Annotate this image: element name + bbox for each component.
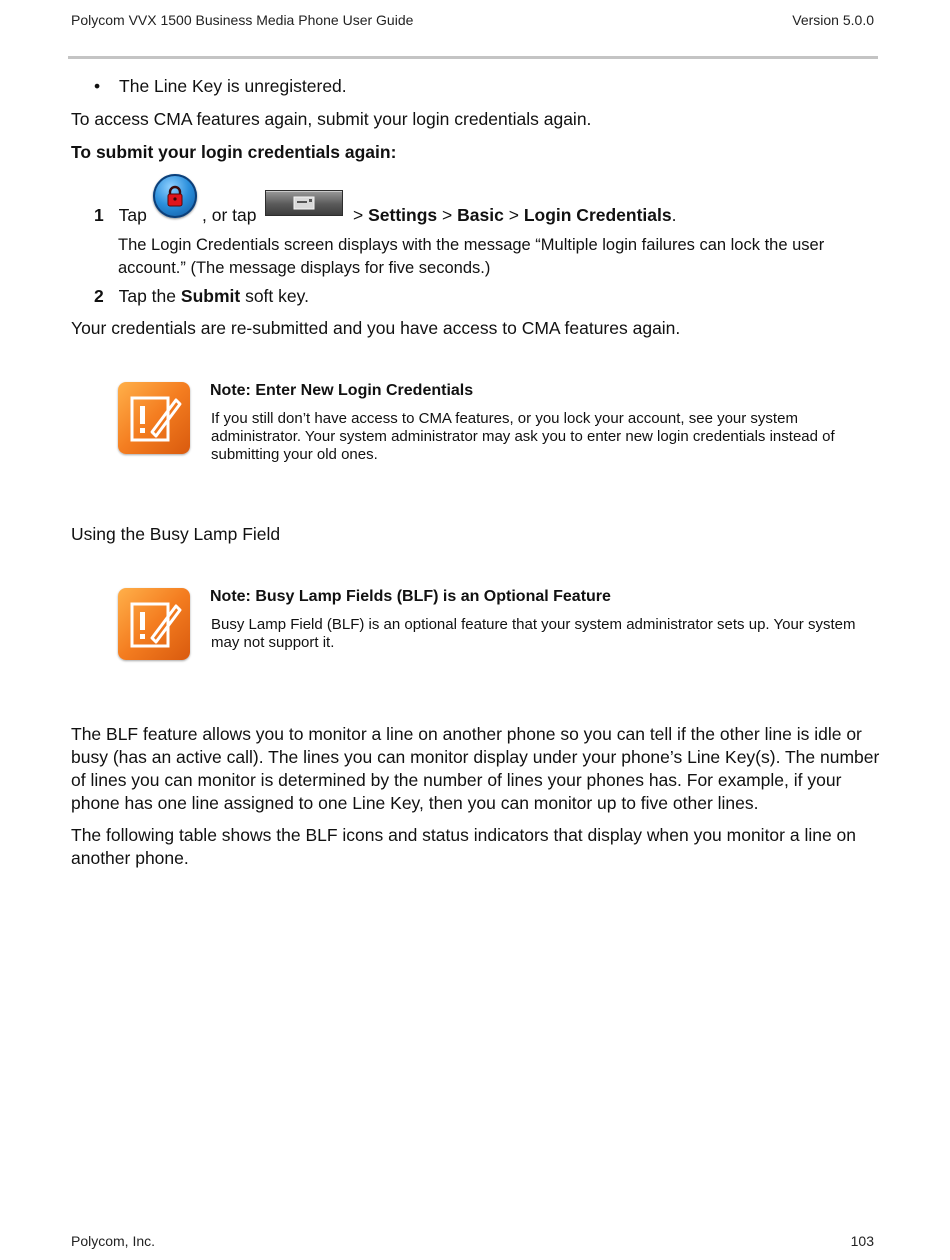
note-line: administrator. Your system administrator may ask you to enter new login credentials instead of xyxy=(211,428,835,445)
note-icon xyxy=(118,382,190,454)
step-2 xyxy=(94,285,309,308)
document-title: Polycom VVX 1500 Business Media Phone User Guide xyxy=(71,12,414,28)
note-line: submitting your old ones. xyxy=(211,446,378,463)
submit-soft-key-label: Submit xyxy=(180,286,241,306)
note-line: If you still don’t have access to CMA features, or you lock your account, see your system xyxy=(211,410,798,427)
step-number: 2 xyxy=(94,286,104,306)
intro-text: To access CMA features again, submit your login credentials again. xyxy=(71,109,592,129)
paragraph-line: another phone. xyxy=(71,848,189,868)
blf-paragraph xyxy=(71,723,879,815)
step-1 xyxy=(94,204,147,227)
paragraph-line: busy (has an active call). The lines you can monitor display under your phone’s Line Key(s). The number xyxy=(71,747,880,767)
bullet-dot: • xyxy=(94,76,101,96)
footer-company: Polycom, Inc. xyxy=(71,1233,156,1249)
result-text: Your credentials are re-submitted and you have access to CMA features again. xyxy=(71,318,681,338)
path-separator: > xyxy=(353,205,364,225)
step-2-suffix: soft key. xyxy=(245,286,309,306)
header-divider xyxy=(68,56,878,59)
path-separator: > xyxy=(508,205,519,225)
note-line: may not support it. xyxy=(211,634,335,651)
menu-screen-icon xyxy=(293,196,315,210)
path-separator: > xyxy=(442,205,453,225)
paragraph-line: of lines you can monitor is determined by the number of lines your phones has. For example, if your xyxy=(71,770,842,790)
lock-icon xyxy=(162,183,188,209)
path-settings: Settings xyxy=(368,205,438,225)
page-number: 103 xyxy=(850,1233,874,1249)
path-period: . xyxy=(671,205,677,225)
section-heading: Using the Busy Lamp Field xyxy=(71,524,281,544)
note-pencil-icon xyxy=(118,588,190,660)
step-1-detail-line-1: The Login Credentials screen displays with the message “Multiple login failures can lock the user xyxy=(118,236,825,254)
step-2-prefix: Tap the xyxy=(118,286,177,306)
bullet-text: The Line Key is unregistered. xyxy=(119,76,347,96)
note-title: Note: Busy Lamp Fields (BLF) is an Optional Feature xyxy=(210,588,611,605)
path-login-credentials: Login Credentials xyxy=(523,205,672,225)
bullet-item xyxy=(94,76,347,97)
note-line: Busy Lamp Field (BLF) is an optional feature that your system administrator sets up. Your system xyxy=(211,616,856,633)
paragraph-line: The following table shows the BLF icons and status indicators that display when you monitor a line on xyxy=(71,825,857,845)
document-version: Version 5.0.0 xyxy=(792,12,874,28)
procedure-title: To submit your login credentials again: xyxy=(71,142,397,162)
step-1-or-tap: , or tap xyxy=(202,205,257,225)
paragraph-line: phone has one line assigned to one Line Key, then you can monitor up to five other lines. xyxy=(71,793,759,813)
path-basic: Basic xyxy=(457,205,504,225)
step-1-navigation-path xyxy=(353,204,677,227)
step-number: 1 xyxy=(94,205,104,225)
paragraph-line: The BLF feature allows you to monitor a line on another phone so you can tell if the other line is idle or xyxy=(71,724,862,744)
note-body xyxy=(211,410,835,464)
step-1-detail-line-2: account.” (The message displays for five seconds.) xyxy=(118,259,491,277)
note-icon xyxy=(118,588,190,660)
note-title: Note: Enter New Login Credentials xyxy=(210,382,474,399)
note-body xyxy=(211,616,855,652)
menu-button[interactable] xyxy=(265,190,343,216)
step-text: Tap xyxy=(118,205,147,225)
table-intro-paragraph xyxy=(71,824,856,870)
note-pencil-icon xyxy=(118,382,190,454)
lock-button[interactable] xyxy=(153,174,197,218)
